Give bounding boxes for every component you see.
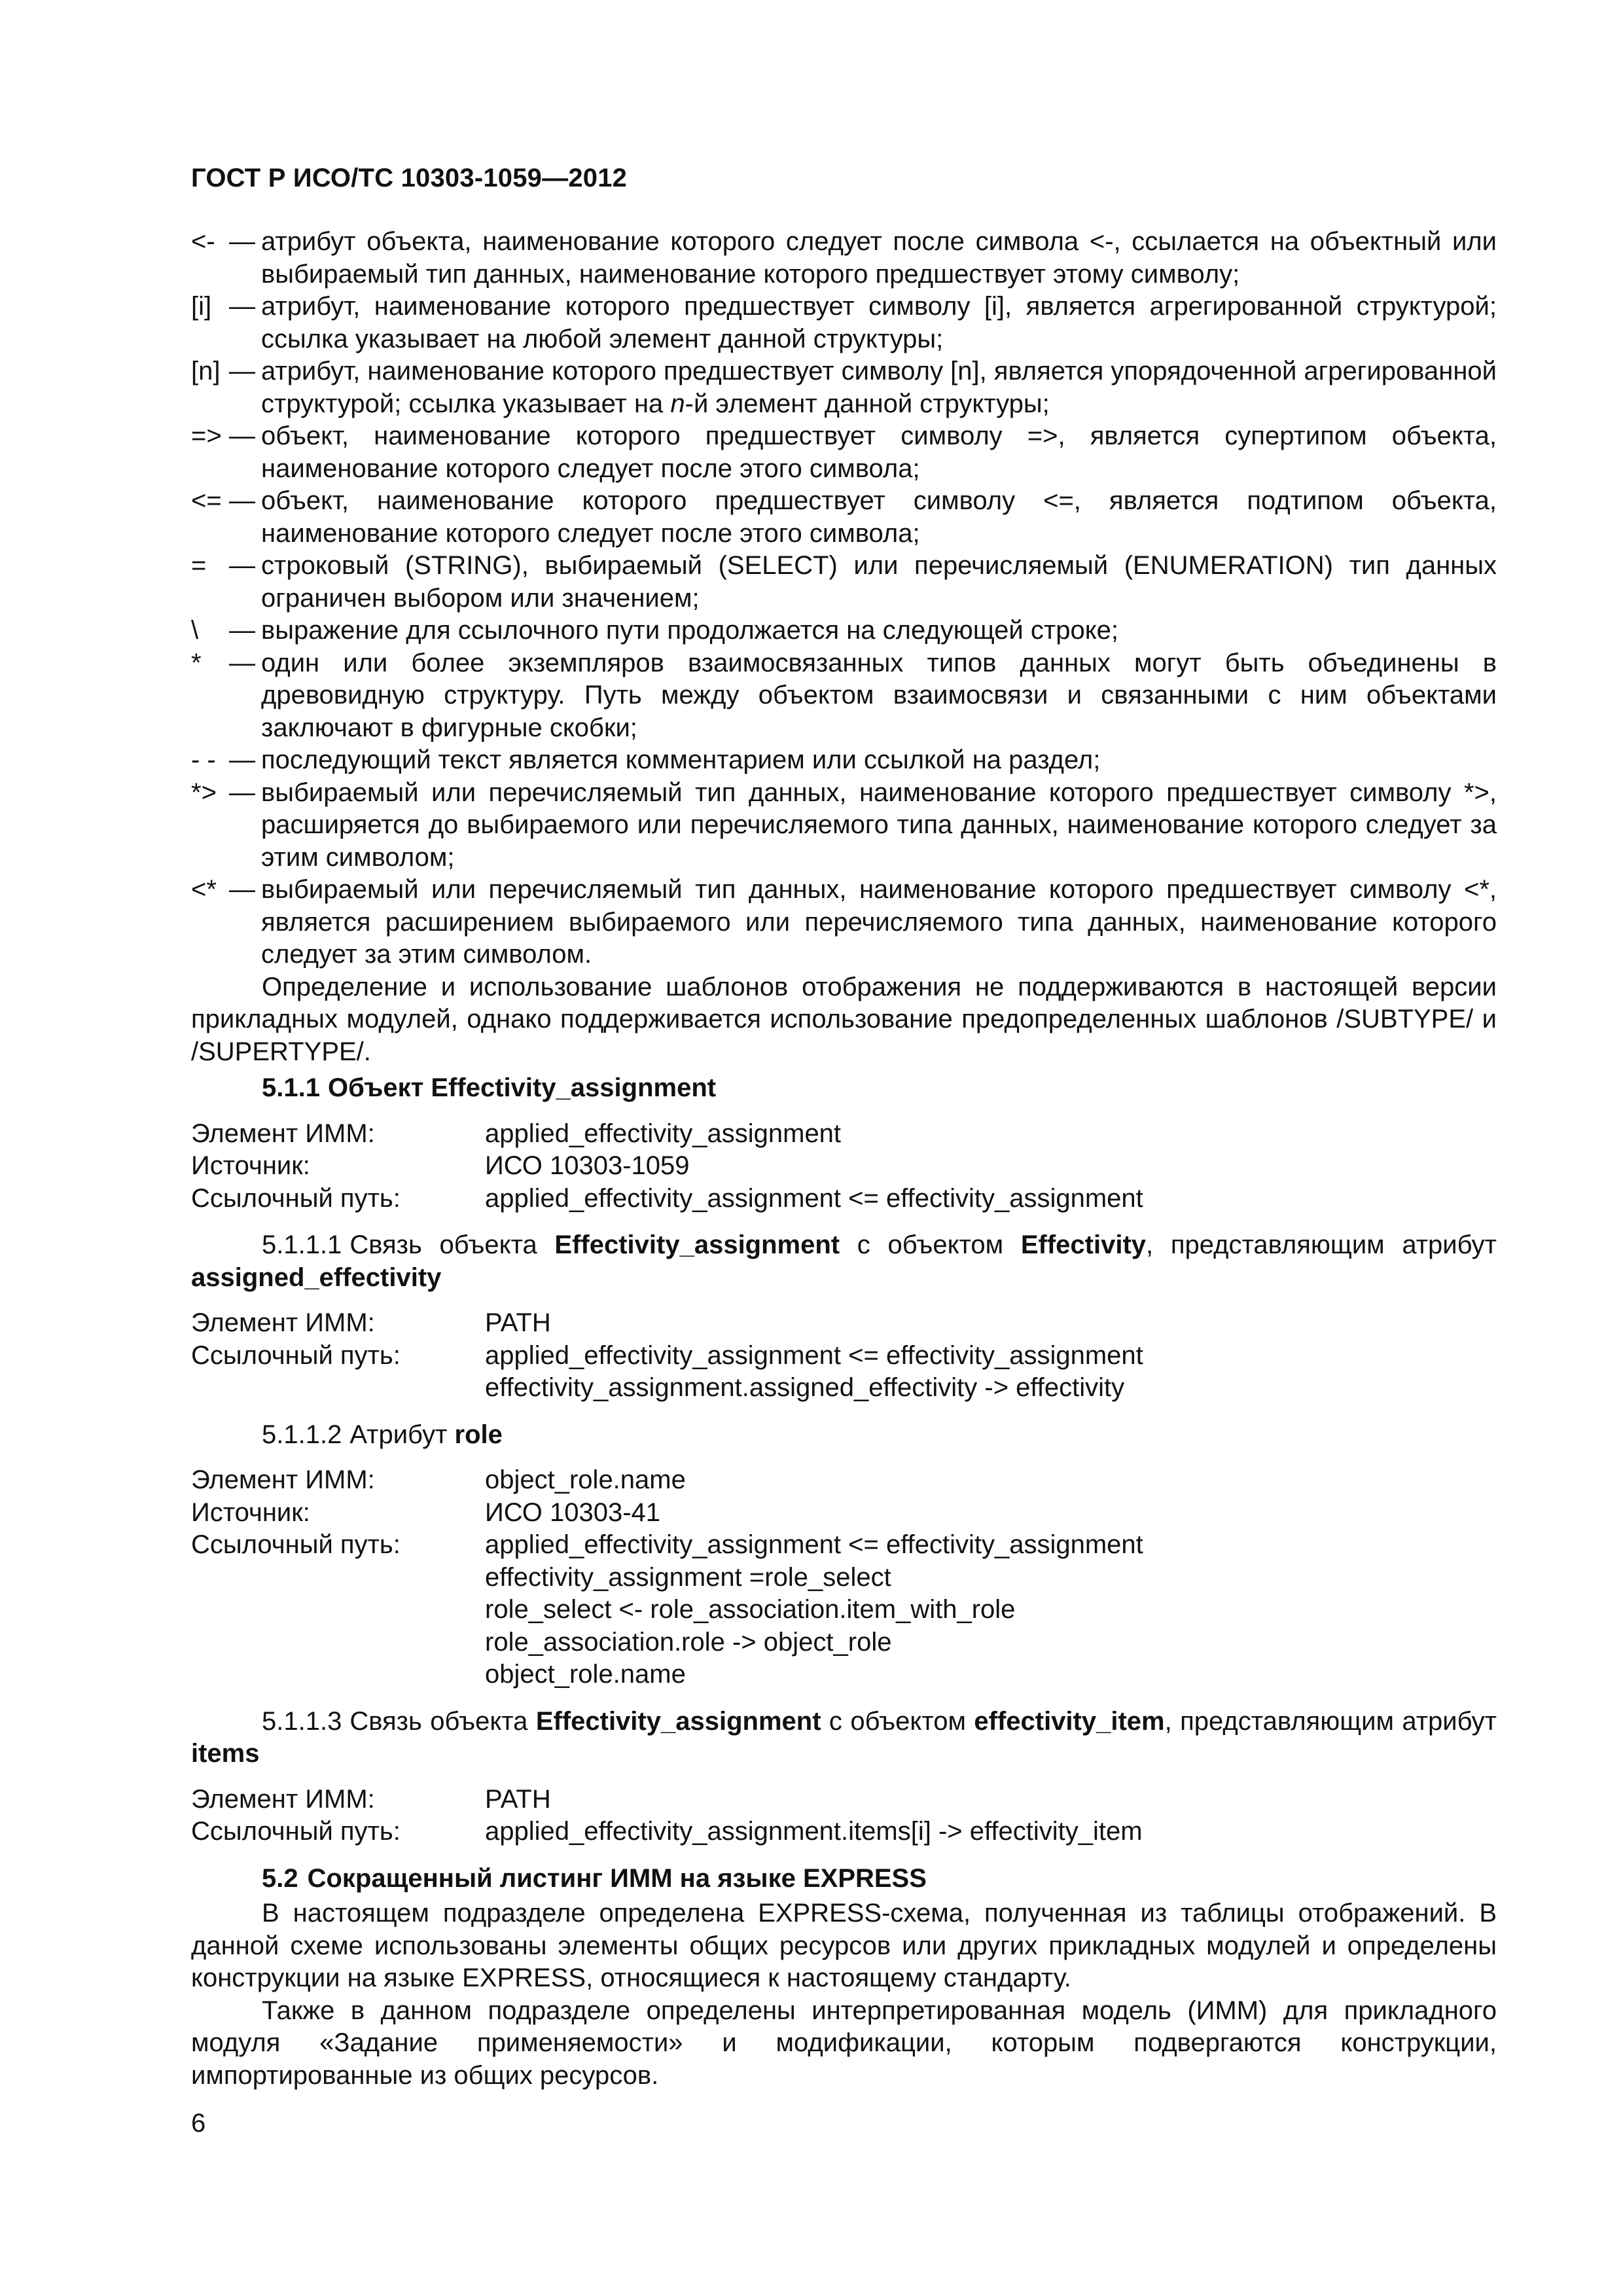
symbol-list: [191, 226, 1497, 971]
source-value: ИСО 10303-1059: [485, 1151, 690, 1180]
subsection-text: , представляющим атрибут: [1146, 1230, 1497, 1259]
source-label: Источник:: [191, 1498, 310, 1527]
ref-path-line: effectivity_assignment =role_select: [485, 1562, 891, 1592]
ref-path-line: role_select <- role_association.item_with_role: [485, 1595, 1016, 1624]
ref-path-label: Ссылочный путь:: [191, 1340, 401, 1370]
subsection-text: Связь объекта: [349, 1706, 536, 1736]
entity-name: Effectivity_assignment: [554, 1230, 840, 1259]
element-value: PATH: [485, 1308, 551, 1337]
section-heading-5-1-1: [191, 1072, 1497, 1105]
element-value: applied_effectivity_assignment: [485, 1119, 842, 1148]
mapping-block: [191, 1118, 1497, 1215]
ref-path-line: applied_effectivity_assignment <= effectivity_assignment: [485, 1340, 1143, 1370]
source-label: Источник:: [191, 1151, 310, 1180]
symbol-item: [191, 226, 1497, 291]
symbol-key: [i]: [191, 292, 212, 321]
ref-path-line: object_role.name: [485, 1660, 686, 1689]
mapping-row: [191, 1340, 1497, 1405]
element-label: Элемент ИММ:: [191, 1465, 375, 1494]
ref-path-line: applied_effectivity_assignment <= effectivity_assignment: [485, 1530, 1143, 1559]
symbol-dash: —: [229, 227, 255, 256]
symbol-item: [191, 615, 1497, 647]
subsection-number: 5.1.1.2: [262, 1420, 342, 1449]
symbol-dash: —: [229, 648, 255, 677]
section-title: Сокращенный листинг ИММ на языке EXPRESS: [307, 1863, 927, 1893]
mapping-row: [191, 1150, 1497, 1183]
intro-paragraph: Определение и использование шаблонов отображения не поддерживаются в настоящей версии прикладных модулей, однако поддерживается использование предопределенных шаблонов /SUBTYPE/ и /SUPERTYPE/.: [191, 972, 1497, 1066]
symbol-dash: —: [229, 357, 255, 386]
attribute-name: items: [191, 1739, 260, 1768]
mapping-block: [191, 1307, 1497, 1405]
symbol-key: *>: [191, 778, 217, 807]
symbol-key: =: [191, 551, 207, 580]
symbol-key: <*: [191, 875, 217, 904]
mapping-block: [191, 1464, 1497, 1691]
symbol-item: [191, 355, 1497, 420]
mapping-row: [191, 1307, 1497, 1340]
subsection-text: Связь объекта: [349, 1230, 555, 1259]
ref-path-label: Ссылочный путь:: [191, 1817, 401, 1846]
ref-path-line: role_association.role -> object_role: [485, 1627, 892, 1657]
ref-path-value: applied_effectivity_assignment <= effectivity_assignment: [485, 1183, 1143, 1213]
symbol-description: -й элемент данной структуры;: [685, 389, 1050, 418]
symbol-key: - -: [191, 745, 216, 774]
symbol-dash: —: [229, 486, 255, 515]
symbol-item: [191, 420, 1497, 485]
mapping-row: [191, 1529, 1497, 1691]
symbol-dash: —: [229, 616, 255, 645]
ref-path-value: [485, 1340, 1497, 1405]
mapping-row: [191, 1118, 1497, 1151]
subsection-text: Атрибут: [349, 1420, 455, 1449]
symbol-description: один или более экземпляров взаимосвязанных типов данных могут быть объединены в древовидную структуру. Путь между объектом взаимосвязи и связанными с ним объектами заключают в фигурные скобки;: [261, 648, 1497, 742]
mapping-block: [191, 1784, 1497, 1848]
section-heading-5-2: [191, 1863, 1497, 1895]
symbol-description-italic: n: [670, 389, 685, 418]
page-number: 6: [191, 2109, 206, 2138]
symbol-dash: —: [229, 292, 255, 321]
symbol-key: <=: [191, 486, 222, 515]
symbol-key: *: [191, 648, 202, 677]
mapping-row: [191, 1784, 1497, 1816]
element-label: Элемент ИММ:: [191, 1119, 375, 1148]
ref-path-value: [485, 1529, 1497, 1691]
symbol-item: [191, 485, 1497, 550]
symbol-key: \: [191, 616, 199, 645]
section-number: 5.2: [262, 1863, 298, 1893]
symbol-item: [191, 874, 1497, 971]
entity-name: Effectivity: [1020, 1230, 1147, 1259]
symbol-dash: —: [229, 778, 255, 807]
mapping-row: [191, 1183, 1497, 1215]
subsection-heading-5-1-1-1: [191, 1229, 1497, 1294]
subsection-heading-5-1-1-2: [191, 1419, 1497, 1452]
element-value: object_role.name: [485, 1465, 686, 1494]
symbol-description: выбираемый или перечисляемый тип данных, наименование которого предшествует символу <*, является расширением выбираемого или перечисляемого типа данных, наименование которого следует за этим символом.: [261, 875, 1497, 969]
subsection-number: 5.1.1.1: [262, 1230, 342, 1259]
element-label: Элемент ИММ:: [191, 1308, 375, 1337]
symbol-description: атрибут, наименование которого предшествует символу [n], является упорядоченной агрегированной структурой; ссылка указывает на: [261, 357, 1497, 418]
symbol-description: выражение для ссылочного пути продолжается на следующей строке;: [261, 616, 1118, 645]
document-header: ГОСТ Р ИСО/ТС 10303-1059—2012: [191, 164, 628, 192]
mapping-row: [191, 1464, 1497, 1497]
element-label: Элемент ИММ:: [191, 1784, 375, 1814]
subsection-heading-5-1-1-3: [191, 1706, 1497, 1770]
ref-path-label: Ссылочный путь:: [191, 1530, 401, 1559]
symbol-description: строковый (STRING), выбираемый (SELECT) или перечисляемый (ENUMERATION) тип данных ограничен выбором или значением;: [261, 551, 1497, 613]
symbol-description: атрибут объекта, наименование которого следует после символа <-, ссылается на объектный или выбираемый тип данных, наименование которого предшествует этому символу;: [261, 227, 1497, 289]
attribute-name: assigned_effectivity: [191, 1263, 442, 1292]
symbol-item: [191, 744, 1497, 777]
symbol-item: [191, 777, 1497, 874]
source-value: ИСО 10303-41: [485, 1498, 661, 1527]
element-value: PATH: [485, 1784, 551, 1814]
section-paragraph: В настоящем подразделе определена EXPRESS-схема, полученная из таблицы отображений. В данной схеме использованы элементы общих ресурсов или других прикладных модулей и определены конструкции на языке EXPRESS, относящиеся к настоящему стандарту.: [191, 1899, 1497, 1992]
subsection-text: с объектом: [821, 1706, 974, 1736]
symbol-description: объект, наименование которого предшествует символу =>, является супертипом объекта, наименование которого следует после этого символа;: [261, 422, 1497, 483]
mapping-row: [191, 1816, 1497, 1848]
symbol-key: [n]: [191, 357, 221, 386]
symbol-item: [191, 647, 1497, 745]
mapping-row: [191, 1497, 1497, 1530]
symbol-dash: —: [229, 551, 255, 580]
entity-name: effectivity_item: [974, 1706, 1165, 1736]
entity-name: Effectivity_assignment: [535, 1706, 821, 1736]
symbol-dash: —: [229, 422, 255, 450]
symbol-dash: —: [229, 875, 255, 904]
ref-path-line: effectivity_assignment.assigned_effectivity -> effectivity: [485, 1373, 1125, 1402]
symbol-dash: —: [229, 745, 255, 774]
section-number: 5.1.1: [262, 1073, 320, 1102]
symbol-description: объект, наименование которого предшествует символу <=, является подтипом объекта, наименование которого следует после этого символа;: [261, 486, 1497, 548]
symbol-description: атрибут, наименование которого предшествует символу [i], является агрегированной структурой; ссылка указывает на любой элемент данной структуры;: [261, 292, 1497, 353]
symbol-key: =>: [191, 422, 222, 450]
symbol-item: [191, 291, 1497, 355]
section-paragraph: Также в данном подразделе определены интерпретированная модель (ИММ) для прикладного модуля «Задание применяемости» и модификации, которым подвергаются конструкции, импортированные из общих ресурсов.: [191, 1996, 1497, 2090]
ref-path-label: Ссылочный путь:: [191, 1183, 401, 1213]
page-content: [191, 226, 1497, 2092]
symbol-item: [191, 550, 1497, 615]
subsection-text: , представляющим атрибут: [1164, 1706, 1497, 1736]
symbol-key: <-: [191, 227, 215, 256]
ref-path-value: applied_effectivity_assignment.items[i] -> effectivity_item: [485, 1817, 1143, 1846]
subsection-text: с объектом: [840, 1230, 1021, 1259]
subsection-number: 5.1.1.3: [262, 1706, 342, 1736]
symbol-description: последующий текст является комментарием или ссылкой на раздел;: [261, 745, 1101, 774]
section-title: Объект Effectivity_assignment: [327, 1073, 717, 1102]
symbol-description: выбираемый или перечисляемый тип данных, наименование которого предшествует символу *>, расширяется до выбираемого или перечисляемого типа данных, наименование которого следует за этим символом;: [261, 778, 1497, 872]
attribute-name: role: [454, 1420, 503, 1449]
